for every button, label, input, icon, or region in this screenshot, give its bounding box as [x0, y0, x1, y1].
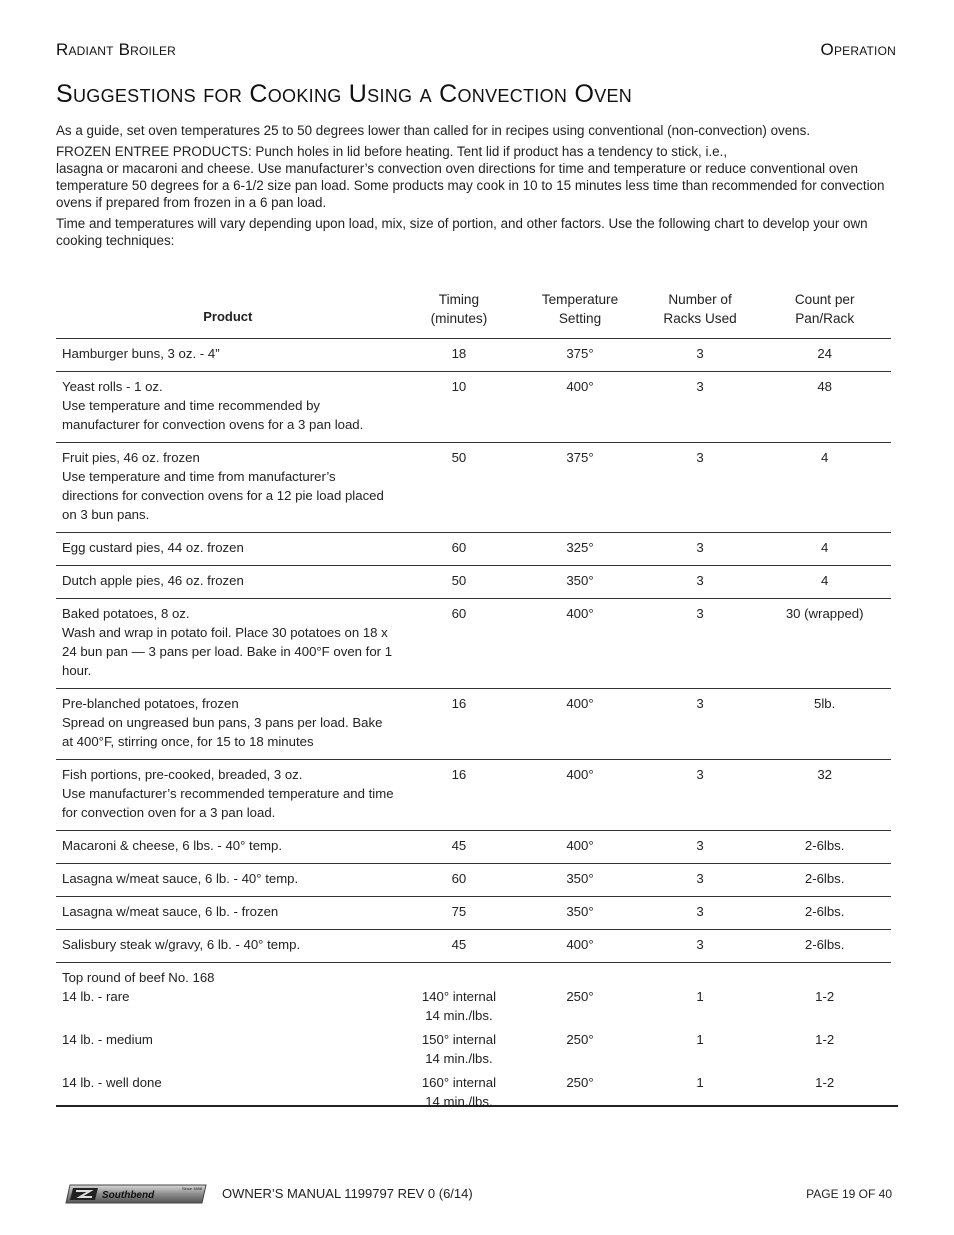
racks-cell: 3 — [696, 696, 704, 711]
product-name: Pre-blanched potatoes, frozen — [62, 696, 239, 711]
spacer — [62, 1049, 394, 1068]
beef-internal-temp: 150° internal — [421, 1032, 497, 1047]
temperature-cell: 350° — [566, 573, 594, 588]
col-header-timing-line1: Timing — [438, 292, 480, 307]
product-cell — [56, 443, 400, 533]
count-cell: 5lb. — [814, 696, 836, 711]
running-header-left: Radiant Broiler — [56, 40, 177, 59]
southbend-logo — [64, 1183, 210, 1205]
col-header-temperature — [518, 290, 642, 339]
beef-temperature: 250° — [566, 1032, 594, 1047]
spacer — [524, 968, 636, 987]
product-name: Fruit pies, 46 oz. frozen — [62, 450, 200, 465]
temperature-cell: 375° — [566, 450, 594, 465]
count-cell: 24 — [817, 346, 832, 361]
col-header-racks-line2: Racks Used — [663, 311, 737, 326]
product-cell — [56, 689, 400, 760]
intro-paragraph-1: As a guide, set oven temperatures 25 to 50 degrees lower than called for in recipes using conventional (non-convection) ovens. — [56, 123, 811, 138]
col-header-timing — [400, 290, 519, 339]
temperature-cell: 350° — [566, 871, 594, 886]
spacer — [62, 1092, 394, 1111]
table-row — [56, 566, 891, 599]
intro-paragraph-2 — [56, 143, 896, 211]
product-note: Wash and wrap in potato foil. Place 30 potatoes on 18 x 24 bun pan — 3 pans per load. Bake in 400°F oven for 1 hour. — [62, 625, 393, 678]
timing-cell: 16 — [451, 767, 467, 782]
page-title: Suggestions for Cooking Using a Convection Oven — [56, 80, 633, 108]
spacer — [648, 968, 753, 987]
running-header-right: Operation — [820, 40, 896, 59]
temperature-cell — [518, 963, 642, 1120]
intro-paragraph-3: Time and temperatures will vary depending upon load, mix, size of portion, and other factors. Use the following chart to develop your own cooking techniques: — [56, 216, 868, 248]
product-name: Baked potatoes, 8 oz. — [62, 606, 190, 621]
product-name: Dutch apple pies, 46 oz. frozen — [62, 573, 244, 588]
count-cell: 2-6lbs. — [804, 904, 845, 919]
col-header-temperature-line1: Temperature — [541, 292, 619, 307]
product-name: Salisbury steak w/gravy, 6 lb. - 40° temp. — [62, 937, 301, 952]
manual-reference: OWNER’S MANUAL 1199797 REV 0 (6/14) — [222, 1186, 473, 1201]
count-cell: 2-6lbs. — [804, 838, 845, 853]
beef-racks: 1 — [696, 1032, 704, 1047]
timing-cell: 16 — [451, 696, 467, 711]
beef-internal-temp: 140° internal — [421, 989, 497, 1004]
temperature-cell: 350° — [566, 904, 594, 919]
product-cell — [56, 864, 400, 897]
beef-temperature: 250° — [566, 1075, 594, 1090]
product-name: Lasagna w/meat sauce, 6 lb. - 40° temp. — [62, 871, 299, 886]
count-cell: 30 (wrapped) — [785, 606, 864, 621]
table-row — [56, 963, 891, 1120]
table-row — [56, 533, 891, 566]
spacer — [524, 1049, 636, 1068]
racks-cell — [642, 963, 759, 1120]
beef-rate: 14 min./lbs. — [425, 1051, 493, 1066]
racks-cell: 3 — [696, 904, 704, 919]
table-row — [56, 831, 891, 864]
beef-count: 1-2 — [815, 1032, 835, 1047]
count-cell: 32 — [817, 767, 832, 782]
beef-count: 1-2 — [815, 989, 835, 1004]
spacer — [406, 968, 513, 987]
count-cell: 2-6lbs. — [804, 937, 845, 952]
col-header-count-line1: Count per — [794, 292, 855, 307]
racks-cell: 3 — [696, 379, 704, 394]
col-header-product: Product — [203, 309, 253, 324]
product-cell — [56, 930, 400, 963]
col-header-temperature-line2: Setting — [558, 311, 602, 326]
spacer — [524, 1006, 636, 1025]
intro-paragraph-2-line-1: FROZEN ENTREE PRODUCTS: Punch holes in lid before heating. Tent lid if product has a tendency to stick, i.e., — [56, 144, 728, 159]
temperature-cell: 400° — [566, 838, 594, 853]
product-name: Hamburger buns, 3 oz. - 4” — [62, 346, 220, 361]
temperature-cell: 400° — [566, 937, 594, 952]
spacer — [648, 1092, 753, 1111]
cooking-chart-table — [56, 290, 891, 1119]
col-header-count — [758, 290, 891, 339]
product-name: Macaroni & cheese, 6 lbs. - 40° temp. — [62, 838, 283, 853]
table-row — [56, 339, 891, 372]
page-footer — [0, 1184, 954, 1208]
table-row — [56, 760, 891, 831]
temperature-cell: 375° — [566, 346, 594, 361]
product-cell — [56, 760, 400, 831]
racks-cell: 3 — [696, 937, 704, 952]
beef-rate: 14 min./lbs. — [425, 1008, 493, 1023]
table-row — [56, 372, 891, 443]
timing-cell: 10 — [451, 379, 467, 394]
spacer — [764, 1006, 885, 1025]
col-header-racks-line1: Number of — [668, 292, 732, 307]
logo-wordmark: Southbend — [102, 1190, 155, 1201]
page-number: PAGE 19 OF 40 — [806, 1187, 892, 1201]
beef-racks: 1 — [696, 1075, 704, 1090]
product-note: Use manufacturer’s recommended temperature and time for convection oven for a 3 pan load. — [62, 786, 394, 820]
racks-cell: 3 — [696, 346, 704, 361]
count-cell — [758, 963, 891, 1120]
product-cell — [56, 339, 400, 372]
intro-text — [56, 122, 896, 253]
timing-cell: 18 — [451, 346, 467, 361]
beef-doneness: 14 lb. - well done — [62, 1075, 162, 1090]
product-note: Use temperature and time recommended by manufacturer for convection ovens for a 3 pan load. — [62, 398, 364, 432]
timing-cell: 45 — [451, 937, 467, 952]
beef-racks: 1 — [696, 989, 704, 1004]
timing-cell: 60 — [451, 540, 467, 555]
count-cell: 4 — [820, 540, 829, 555]
count-cell: 4 — [820, 450, 829, 465]
product-name: Top round of beef No. 168 — [62, 970, 215, 985]
bottom-rule — [56, 1105, 898, 1107]
spacer — [764, 1049, 885, 1068]
racks-cell: 3 — [696, 606, 704, 621]
col-header-count-line2: Pan/Rack — [795, 311, 855, 326]
timing-cell: 60 — [451, 606, 467, 621]
col-header-racks — [642, 290, 759, 339]
spacer — [648, 1049, 753, 1068]
spacer — [524, 1092, 636, 1111]
racks-cell: 3 — [696, 573, 704, 588]
count-cell: 4 — [820, 573, 829, 588]
table-row — [56, 599, 891, 689]
product-cell — [56, 372, 400, 443]
table-body — [56, 339, 891, 1120]
beef-rate: 14 min./lbs. — [425, 1094, 493, 1109]
racks-cell: 3 — [696, 540, 704, 555]
product-name: Fish portions, pre-cooked, breaded, 3 oz. — [62, 767, 303, 782]
product-cell — [56, 533, 400, 566]
product-note: Spread on ungreased bun pans, 3 pans per load. Bake at 400°F, stirring once, for 15 to 18 minutes — [62, 715, 383, 749]
table-row — [56, 689, 891, 760]
table-row — [56, 897, 891, 930]
table-row — [56, 443, 891, 533]
temperature-cell: 400° — [566, 606, 594, 621]
product-cell — [56, 897, 400, 930]
count-cell: 2-6lbs. — [804, 871, 845, 886]
timing-cell: 50 — [451, 573, 467, 588]
table-row — [56, 864, 891, 897]
timing-cell — [400, 963, 519, 1120]
logo-since: Since 1898 — [182, 1186, 203, 1191]
product-cell — [56, 566, 400, 599]
racks-cell: 3 — [696, 450, 704, 465]
col-header-timing-line2: (minutes) — [430, 311, 488, 326]
count-cell: 48 — [817, 379, 832, 394]
table-row — [56, 930, 891, 963]
beef-doneness: 14 lb. - medium — [62, 1032, 153, 1047]
timing-cell: 50 — [451, 450, 467, 465]
table-header-row — [56, 290, 891, 339]
product-note: Use temperature and time from manufacturer’s directions for convection ovens for a 12 pie load placed on 3 bun pans. — [62, 469, 384, 522]
product-name: Egg custard pies, 44 oz. frozen — [62, 540, 244, 555]
temperature-cell: 400° — [566, 767, 594, 782]
intro-paragraph-2-rest: lasagna or macaroni and cheese. Use manufacturer’s convection oven directions for time and temperature or reduce conventional oven temperature 50 degrees for a 6-1/2 size pan load. Some products may cook in 10 to 15 minutes less time than recommended for convection ovens if prepared from frozen in a 6 pan load. — [56, 161, 885, 210]
timing-cell: 60 — [451, 871, 467, 886]
beef-internal-temp: 160° internal — [421, 1075, 497, 1090]
beef-doneness: 14 lb. - rare — [62, 989, 130, 1004]
racks-cell: 3 — [696, 767, 704, 782]
temperature-cell: 400° — [566, 696, 594, 711]
timing-cell: 45 — [451, 838, 467, 853]
temperature-cell: 325° — [566, 540, 594, 555]
racks-cell: 3 — [696, 871, 704, 886]
product-name: Lasagna w/meat sauce, 6 lb. - frozen — [62, 904, 279, 919]
product-cell — [56, 599, 400, 689]
product-name: Yeast rolls - 1 oz. — [62, 379, 163, 394]
temperature-cell: 400° — [566, 379, 594, 394]
product-cell — [56, 963, 400, 1120]
timing-cell: 75 — [451, 904, 467, 919]
spacer — [764, 968, 885, 987]
spacer — [62, 1006, 394, 1025]
spacer — [648, 1006, 753, 1025]
product-cell — [56, 831, 400, 864]
racks-cell: 3 — [696, 838, 704, 853]
spacer — [764, 1092, 885, 1111]
beef-temperature: 250° — [566, 989, 594, 1004]
beef-count: 1-2 — [815, 1075, 835, 1090]
